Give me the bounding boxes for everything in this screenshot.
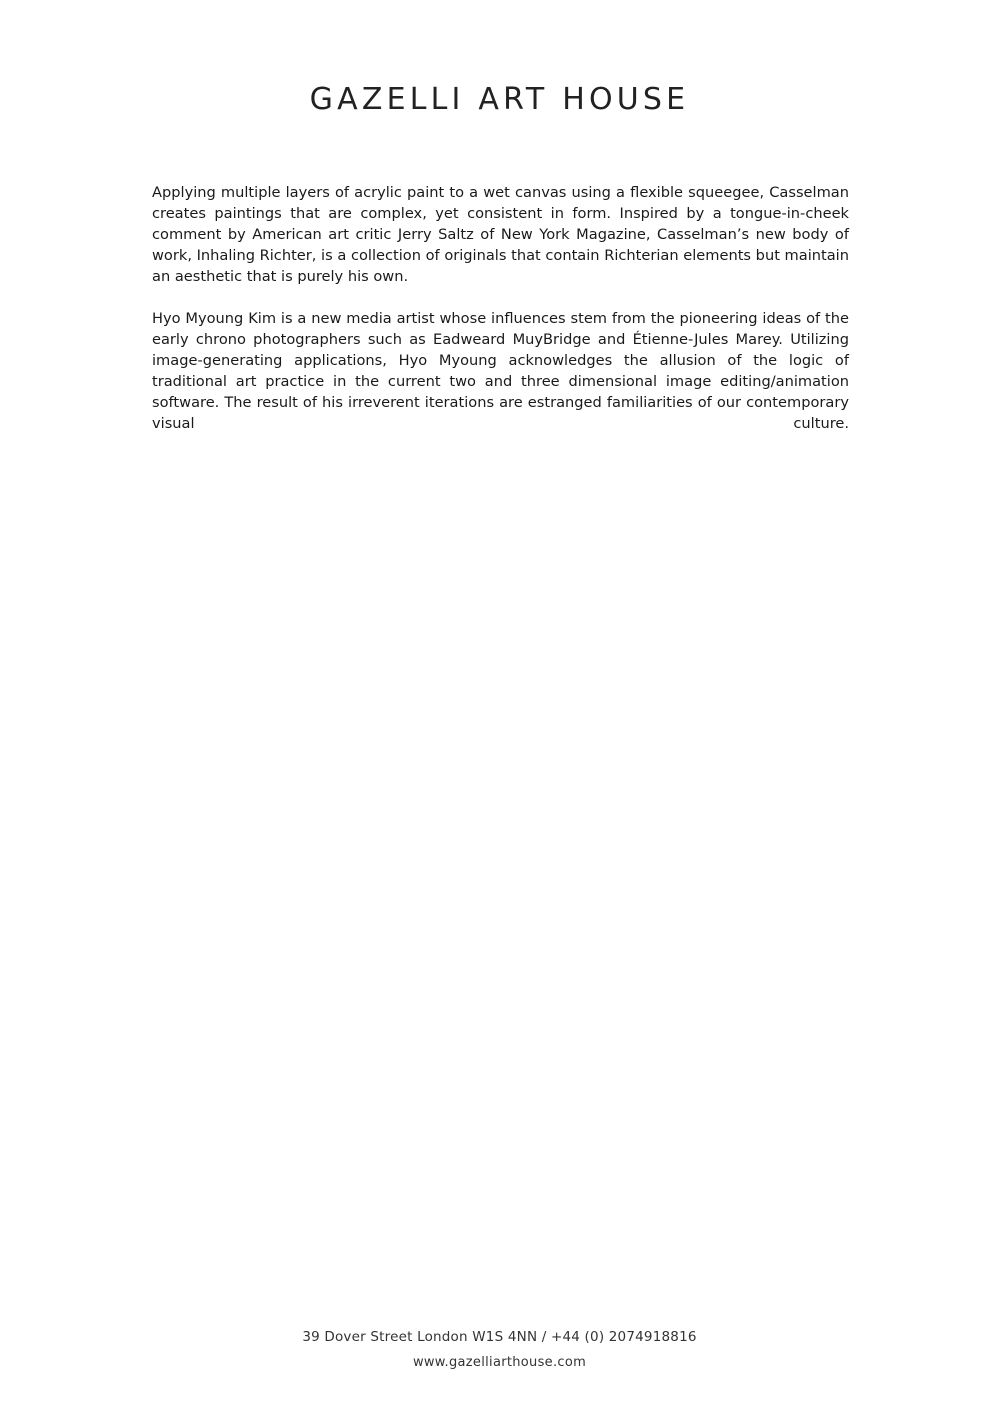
paragraph-casselman: Applying multiple layers of acrylic paint to a wet canvas using a flexible squeegee, Casselman creates paintings that are complex, yet consistent in form. Inspired by a tongue-in-cheek comment by American art critic Jerry Saltz of New York Magazine, Casselman’s new body of work, Inhaling Richter, is a collection of originals that contain Richterian elements but maintain an aesthetic that is purely his own. (152, 184, 849, 285)
gallery-logo: GAZELLI ART HOUSE (309, 82, 690, 117)
document-body (152, 182, 849, 455)
paragraph-hyo-myoung-kim: Hyo Myoung Kim is a new media artist whose influences stem from the pioneering ideas of the early chrono photographers such as Eadweard MuyBridge and Étienne-Jules Marey. Utilizing image-generating applications, Hyo Myoung acknowledges the allusion of the logic of traditional art practice in the current two and three dimensional image editing/animation software. The result of his irreverent iterations are estranged familiarities of our contemporary visual culture. (152, 310, 849, 432)
footer-address: 39 Dover Street London W1S 4NN / +44 (0) 2074918816 (302, 1329, 697, 1345)
footer-website[interactable]: www.gazelliarthouse.com (412, 1355, 587, 1370)
